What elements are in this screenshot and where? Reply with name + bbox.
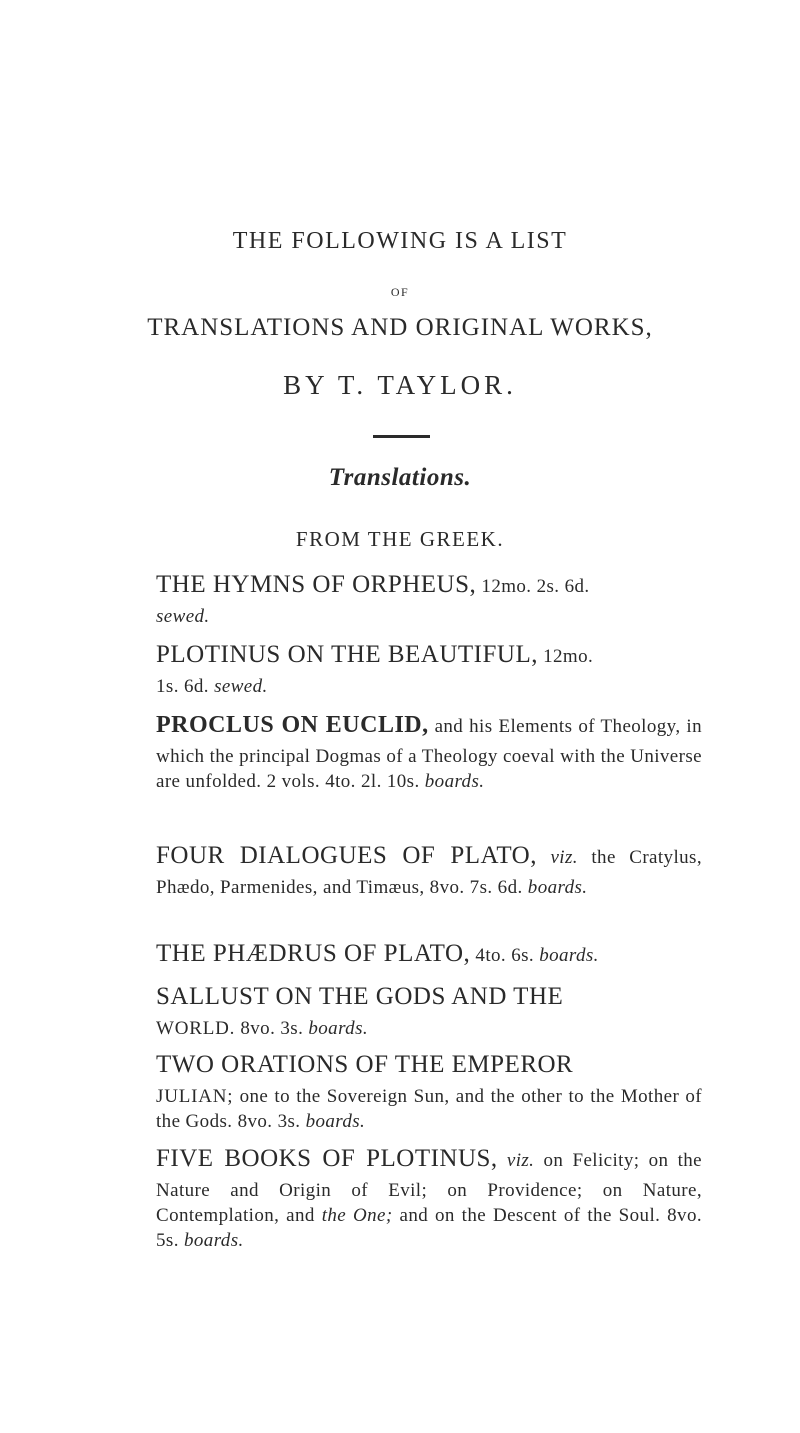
entry-viz: viz.	[550, 847, 578, 868]
book-entry-sallust	[156, 978, 702, 1041]
entry-details: and his Elements of Theology, in which the principal Dogmas of a Theology coeval with the Universe are unfolded. 2 vols. 4to. 2l. 10s.	[156, 716, 702, 792]
entry-details: one to the Sovereign Sun, and the other to the Mother of the Gods. 8vo. 3s.	[156, 1086, 702, 1132]
entry-binding: boards.	[527, 877, 588, 898]
entry-viz: viz.	[506, 1150, 535, 1171]
entry-title-continued: JULIAN;	[156, 1086, 234, 1107]
entry-title: THE PHÆDRUS OF PLATO,	[156, 940, 471, 967]
entry-title: PLOTINUS ON THE BEAUTIFUL,	[156, 641, 538, 668]
list-heading-works: TRANSLATIONS AND ORIGINAL WORKS,	[147, 314, 653, 341]
list-heading-of: OF	[390, 285, 410, 299]
author-line: BY T. TAYLOR.	[283, 370, 517, 400]
entry-binding: sewed.	[214, 676, 268, 697]
entry-details: and on the Descent of the Soul. 8vo. 5s.	[156, 1205, 703, 1251]
entry-binding: boards.	[539, 945, 599, 966]
section-heading: Translations.	[328, 464, 472, 491]
divider-rule	[373, 435, 430, 438]
book-entry-proclus-euclid	[156, 706, 702, 794]
book-entry-phaedrus-plato	[156, 935, 702, 973]
entry-title: TWO ORATIONS OF THE EMPEROR	[156, 1051, 574, 1078]
section-subheading: FROM THE GREEK.	[295, 527, 505, 551]
entry-title: PROCLUS ON EUCLID,	[156, 712, 429, 738]
entry-binding: boards.	[184, 1230, 244, 1251]
entry-binding: boards.	[305, 1111, 366, 1132]
entry-title: SALLUST ON THE GODS AND THE	[156, 983, 564, 1010]
book-entry-four-dialogues-plato	[156, 837, 702, 900]
entry-title: FOUR DIALOGUES OF PLATO,	[156, 842, 537, 869]
entry-binding: boards.	[424, 771, 485, 792]
entry-title-continued: WORLD.	[156, 1018, 236, 1039]
entry-details: 1s. 6d.	[156, 676, 209, 697]
book-entry-five-books-plotinus	[156, 1140, 702, 1253]
entry-details: 12mo. 2s. 6d.	[476, 576, 590, 597]
entry-details: 8vo. 3s.	[235, 1018, 309, 1039]
entry-details: on Felicity; on the Nature and Origin of Evil; on Providence; on Nature, Contemplation, and	[156, 1150, 702, 1226]
book-entry-plotinus-beautiful	[156, 636, 702, 699]
entry-italic-phrase: the One;	[321, 1205, 393, 1226]
entry-title: FIVE BOOKS OF PLOTINUS,	[156, 1145, 498, 1172]
book-entry-two-orations-julian	[156, 1046, 702, 1134]
entry-title: THE HYMNS OF ORPHEUS,	[156, 571, 477, 598]
list-heading: THE FOLLOWING IS A LIST	[232, 228, 568, 254]
entry-binding: sewed.	[156, 606, 210, 627]
entry-details: 12mo.	[537, 646, 594, 667]
entry-binding: boards.	[308, 1018, 369, 1039]
entry-details: 4to. 6s.	[470, 945, 540, 966]
book-entry-hymns-of-orpheus	[156, 566, 702, 629]
entry-details: the Cratylus, Phædo, Parmenides, and Timæus, 8vo. 7s. 6d.	[156, 847, 702, 898]
